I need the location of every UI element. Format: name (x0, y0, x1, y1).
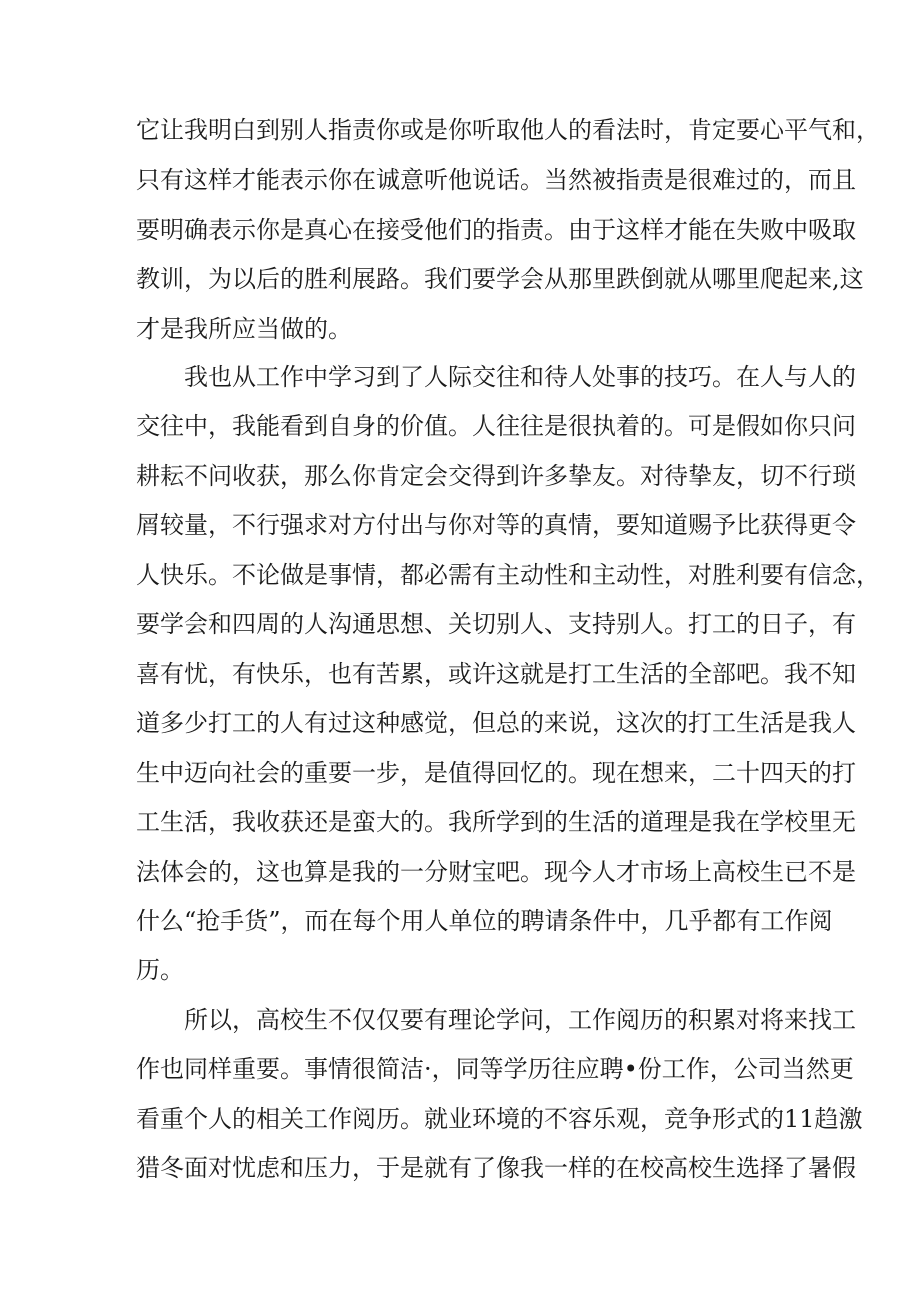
paragraph-2-line-9: 生中迈向社会的重要一步，是值得回忆的。现在想来，二十四天的打 (136, 759, 856, 787)
paragraph-1-line-4: 教训，为以后的胜利展路。我们要学会从那里跌倒就从哪里爬起来,这 (136, 265, 864, 293)
paragraph-2-line-7: 喜有忧，有快乐，也有苦累，或许这就是打工生活的全部吧。我不知 (136, 660, 856, 688)
paragraph-2-line-5: 人快乐。不论做是事情，都必需有主动性和主动性，对胜利要有信念， (136, 561, 880, 589)
paragraph-1-line-3: 要明确表示你是真心在接受他们的指责。由于这样才能在失败中吸取 (136, 216, 856, 244)
paragraph-2-line-2: 交往中，我能看到自身的价值。人往往是很执着的。可是假如你只问 (136, 412, 856, 440)
paragraph-1-line-1: 它让我明白到别人指责你或是你听取他人的看法时，肯定要心平气和， (136, 116, 880, 144)
paragraph-2-line-10: 工生活，我收获还是蛮大的。我所学到的生活的道理是我在学校里无 (136, 808, 856, 836)
paragraph-3-line-4: 猎冬面对忧虑和压力，于是就有了像我一样的在校高校生选择了暑假 (136, 1154, 856, 1182)
paragraph-2-line-1: 我也从工作中学习到了人际交往和待人处事的技巧。在人与人的 (184, 363, 856, 391)
paragraph-1-line-5: 才是我所应当做的。 (136, 315, 352, 343)
paragraph-1-line-2: 只有这样才能表示你在诚意听他说话。当然被指责是很难过的，而且 (136, 166, 856, 194)
paragraph-2-line-4: 屑较量，不行强求对方付出与你对等的真情，要知道赐予比获得更令 (136, 511, 856, 539)
paragraph-2-line-12: 什么“抢手货”，而在每个用人单位的聘请条件中，几乎都有工作阅 (136, 907, 833, 935)
paragraph-2-line-8: 道多少打工的人有过这种感觉，但总的来说，这次的打工生活是我人 (136, 709, 856, 737)
paragraph-2-line-13: 历。 (136, 956, 184, 984)
paragraph-2-line-11: 法体会的，这也算是我的一分财宝吧。现今人才市场上高校生已不是 (136, 858, 856, 886)
paragraph-2-line-6: 要学会和四周的人沟通思想、关切别人、支持别人。打工的日子，有 (136, 610, 856, 638)
paragraph-3-line-3: 看重个人的相关工作阅历。就业环境的不容乐观，竞争形式的11趋激 (136, 1105, 863, 1133)
paragraph-2-line-3: 耕耘不问收获，那么你肯定会交得到许多挚友。对待挚友，切不行琐 (136, 462, 856, 490)
paragraph-3-line-1: 所以，高校生不仅仅要有理论学问，工作阅历的积累对将来找工 (184, 1006, 856, 1034)
paragraph-3-line-2: 作也同样重要。事情很简洁·，同等学历往应聘•份工作，公司当然更 (136, 1055, 854, 1083)
